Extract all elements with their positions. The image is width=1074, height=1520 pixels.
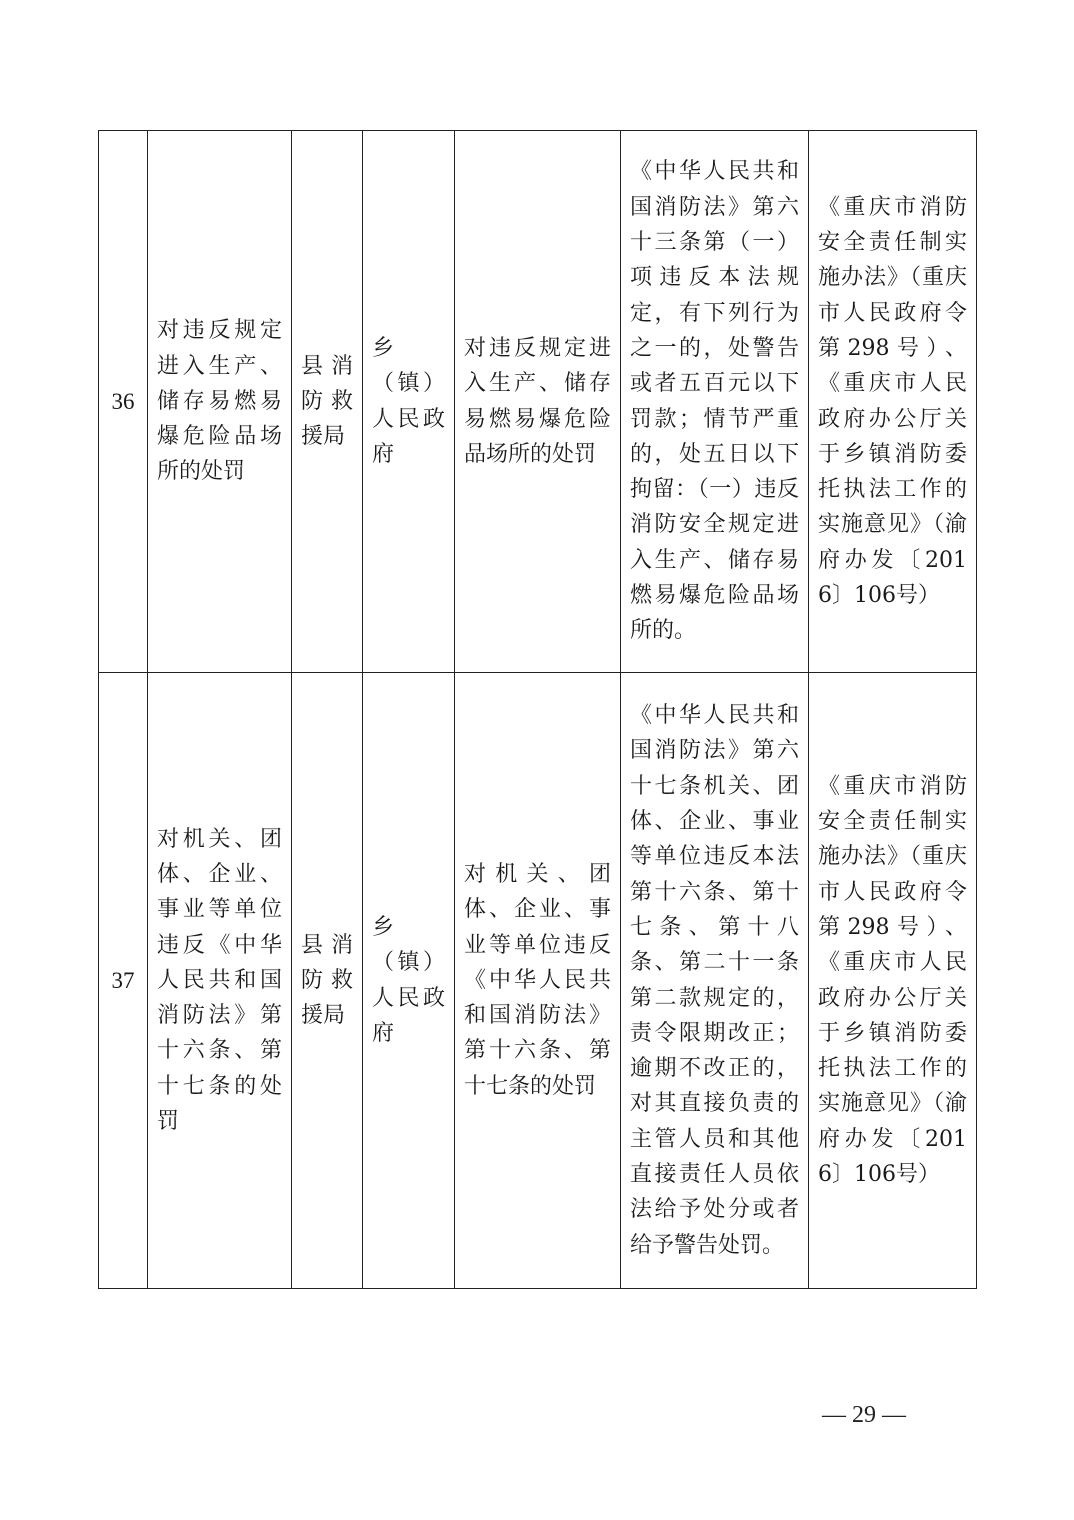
enforcement-items-table [98, 130, 977, 1289]
dept-text: 县消防救援局 [301, 353, 353, 450]
entrust-basis-text: 《重庆市消防安全责任制实施办法》（重庆市人民政府令第298号）、《重庆市人民政府办公厅关于乡镇消防委托执法工作的实施意见》（渝府办发〔2016〕106号） [818, 194, 967, 608]
entrust-basis-text: 《重庆市消防安全责任制实施办法》（重庆市人民政府令第298号）、《重庆市人民政府办公厅关于乡镇消防委托执法工作的实施意见》（渝府办发〔2016〕106号） [818, 773, 967, 1187]
entrusted-cell [363, 131, 455, 673]
basis-cell [621, 131, 809, 673]
basis-cell [621, 673, 809, 1289]
name-cell [455, 673, 621, 1289]
row-number: 37 [99, 673, 148, 1289]
name-cell [455, 131, 621, 673]
table-row [99, 673, 977, 1289]
item-cell [148, 673, 292, 1289]
entrusted-text: 乡（镇）人民政府 [372, 335, 445, 467]
entrust-basis-cell [809, 131, 977, 673]
name-text: 对违反规定进入生产、储存易燃易爆危险品场所的处罚 [464, 335, 611, 467]
entrusted-text: 乡（镇）人民政府 [372, 914, 445, 1046]
dept-text: 县消防救援局 [301, 932, 353, 1029]
item-cell [148, 131, 292, 673]
page-number: — 29 — [822, 1402, 906, 1428]
basis-text: 《中华人民共和国消防法》第六十三条第（一）项违反本法规定，有下列行为之一的，处警告或者五百元以下罚款；情节严重的，处五日以下拘留：（一）违反消防安全规定进入生产、储存易燃易爆危险品场所的。 [630, 159, 799, 644]
dept-cell [292, 131, 363, 673]
item-text: 对机关、团体、企业、事业等单位违反《中华人民共和国消防法》第十六条、第十七条的处罚 [157, 826, 282, 1135]
name-text: 对机关、团体、企业、事业等单位违反《中华人民共和国消防法》第十六条、第十七条的处罚 [464, 861, 611, 1099]
item-text: 对违反规定进入生产、储存易燃易爆危险品场所的处罚 [157, 318, 282, 485]
basis-text: 《中华人民共和国消防法》第六十七条机关、团体、企业、事业等单位违反本法第十六条、第十七条、第十八条、第二十一条第二款规定的，责令限期改正；逾期不改正的，对其直接负责的主管人员和其他直接责任人员依法给予处分或者给予警告处罚。 [630, 703, 799, 1258]
table-row [99, 131, 977, 673]
entrust-basis-cell [809, 673, 977, 1289]
dept-cell [292, 673, 363, 1289]
row-number: 36 [99, 131, 148, 673]
entrusted-cell [363, 673, 455, 1289]
